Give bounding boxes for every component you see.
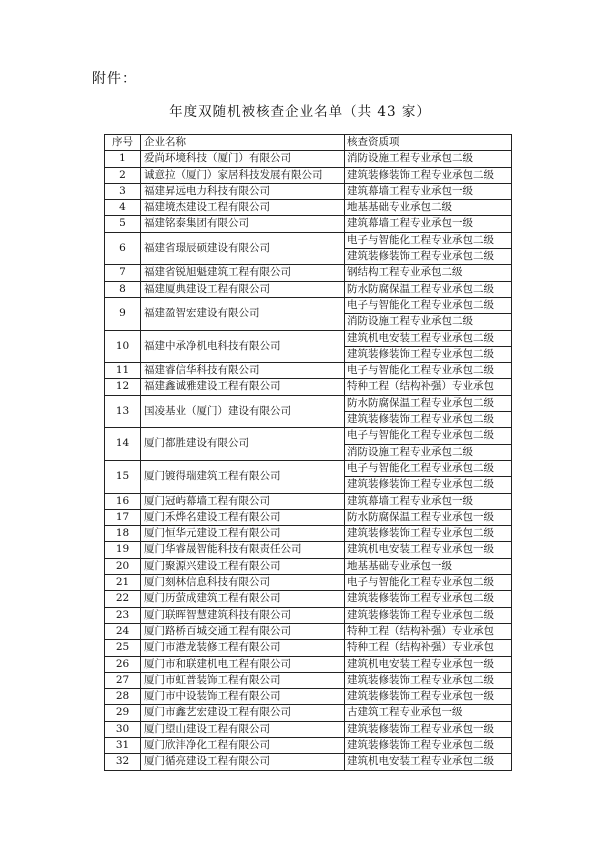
- table-row: [105, 297, 512, 313]
- table-row: [105, 526, 512, 542]
- qualification-item: 古建筑工程专业承包一级: [345, 705, 512, 721]
- enterprise-table: [104, 134, 512, 771]
- row-number: 24: [105, 623, 141, 639]
- qualification-item: 防水防腐保温工程专业承包一级: [345, 509, 512, 525]
- row-number: 14: [105, 428, 141, 461]
- table-header-row: [105, 135, 512, 151]
- table-row: [105, 689, 512, 705]
- header-number: 序号: [105, 135, 141, 151]
- enterprise-name: 福建境杰建设工程有限公司: [141, 200, 345, 216]
- enterprise-name: 厦门恒华元建设工程有限公司: [141, 526, 345, 542]
- enterprise-name: 厦门刻林信息科技有限公司: [141, 575, 345, 591]
- table-row: [105, 363, 512, 379]
- qualification-item: 建筑机电安装工程专业承包二级: [345, 330, 512, 346]
- qualification-item: 建筑装修装饰工程专业承包二级: [345, 249, 512, 265]
- qualification-item: 建筑装修装饰工程专业承包二级: [345, 607, 512, 623]
- qualification-item: 地基基础专业承包一级: [345, 558, 512, 574]
- table-row: [105, 167, 512, 183]
- row-number: 21: [105, 575, 141, 591]
- table-row: [105, 428, 512, 444]
- enterprise-name: 厦门都胜建设有限公司: [141, 428, 345, 461]
- qualification-item: 特种工程（结构补强）专业承包: [345, 640, 512, 656]
- qualification-item: 建筑装修装饰工程专业承包二级: [345, 591, 512, 607]
- attachment-label: 附件：: [92, 71, 137, 87]
- enterprise-name: 厦门聚源兴建设工程有限公司: [141, 558, 345, 574]
- enterprise-name: 厦门市港龙装修工程有限公司: [141, 640, 345, 656]
- enterprise-name: 福建睿信华科技有限公司: [141, 363, 345, 379]
- enterprise-name: 厦门历萤成建筑工程有限公司: [141, 591, 345, 607]
- row-number: 18: [105, 526, 141, 542]
- table-row: [105, 558, 512, 574]
- enterprise-name: 厦门华睿晟智能科技有限责任公司: [141, 542, 345, 558]
- qualification-item: 特种工程（结构补强）专业承包: [345, 623, 512, 639]
- table-row: [105, 330, 512, 346]
- qualification-item: 建筑装修装饰工程专业承包二级: [345, 526, 512, 542]
- qualification-item: 防水防腐保温工程专业承包二级: [345, 281, 512, 297]
- row-number: 22: [105, 591, 141, 607]
- row-number: 2: [105, 167, 141, 183]
- row-number: 7: [105, 265, 141, 281]
- enterprise-name: 福建省锐旭魁建筑工程有限公司: [141, 265, 345, 281]
- qualification-item: 电子与智能化工程专业承包二级: [345, 460, 512, 476]
- row-number: 28: [105, 689, 141, 705]
- enterprise-name: 厦门市和联建机电工程有限公司: [141, 656, 345, 672]
- row-number: 1: [105, 151, 141, 167]
- row-number: 15: [105, 460, 141, 493]
- enterprise-name: 福建盈智宏建设有限公司: [141, 297, 345, 330]
- enterprise-name: 厦门循亮建设工程有限公司: [141, 754, 345, 770]
- table-row: [105, 575, 512, 591]
- row-number: 17: [105, 509, 141, 525]
- row-number: 26: [105, 656, 141, 672]
- table-row: [105, 721, 512, 737]
- qualification-item: 建筑机电安装工程专业承包二级: [345, 754, 512, 770]
- qualification-item: 建筑幕墙工程专业承包一级: [345, 216, 512, 232]
- table-row: [105, 607, 512, 623]
- table-body: [105, 151, 512, 770]
- qualification-item: 防水防腐保温工程专业承包二级: [345, 395, 512, 411]
- enterprise-name: 国凌基业（厦门）建设有限公司: [141, 395, 345, 428]
- enterprise-name: 厦门联晖智慧建筑科技有限公司: [141, 607, 345, 623]
- qualification-item: 电子与智能化工程专业承包二级: [345, 297, 512, 313]
- table-row: [105, 460, 512, 476]
- enterprise-name: 福建中承净机电科技有限公司: [141, 330, 345, 363]
- qualification-item: 建筑机电安装工程专业承包一级: [345, 656, 512, 672]
- enterprise-name: 厦门市中设装饰工程有限公司: [141, 689, 345, 705]
- table-row: [105, 705, 512, 721]
- enterprise-name: 福建铭泰集团有限公司: [141, 216, 345, 232]
- table-row: [105, 640, 512, 656]
- qualification-item: 钢结构工程专业承包二级: [345, 265, 512, 281]
- row-number: 4: [105, 200, 141, 216]
- enterprise-name: 厦门市鑫艺宏建设工程有限公司: [141, 705, 345, 721]
- qualification-item: 消防设施工程专业承包二级: [345, 444, 512, 460]
- enterprise-name: 厦门禾烨名建设工程有限公司: [141, 509, 345, 525]
- qualification-item: 建筑机电安装工程专业承包一级: [345, 542, 512, 558]
- row-number: 9: [105, 297, 141, 330]
- qualification-item: 地基基础专业承包二级: [345, 200, 512, 216]
- table-row: [105, 542, 512, 558]
- qualification-item: 电子与智能化工程专业承包二级: [345, 575, 512, 591]
- row-number: 19: [105, 542, 141, 558]
- row-number: 8: [105, 281, 141, 297]
- table-row: [105, 232, 512, 248]
- qualification-item: 建筑装修装饰工程专业承包二级: [345, 672, 512, 688]
- row-number: 6: [105, 232, 141, 265]
- row-number: 12: [105, 379, 141, 395]
- row-number: 27: [105, 672, 141, 688]
- table-row: [105, 151, 512, 167]
- table-row: [105, 216, 512, 232]
- row-number: 30: [105, 721, 141, 737]
- enterprise-name: 诚意拉（厦门）家居科技发展有限公司: [141, 167, 345, 183]
- table-row: [105, 395, 512, 411]
- qualification-item: 消防设施工程专业承包二级: [345, 314, 512, 330]
- document-title: 年度双随机被核查企业名单（共 43 家）: [169, 104, 431, 120]
- enterprise-name: 厦门路桥百城交通工程有限公司: [141, 623, 345, 639]
- header-enterprise-name: 企业名称: [141, 135, 345, 151]
- row-number: 11: [105, 363, 141, 379]
- table-row: [105, 591, 512, 607]
- qualification-item: 消防设施工程专业承包二级: [345, 151, 512, 167]
- row-number: 16: [105, 493, 141, 509]
- enterprise-name: 福建省璟辰硕建设有限公司: [141, 232, 345, 265]
- table-row: [105, 754, 512, 770]
- row-number: 10: [105, 330, 141, 363]
- qualification-item: 特种工程（结构补强）专业承包: [345, 379, 512, 395]
- table-row: [105, 493, 512, 509]
- row-number: 23: [105, 607, 141, 623]
- qualification-item: 建筑装修装饰工程专业承包二级: [345, 346, 512, 362]
- enterprise-name: 厦门市虹普装饰工程有限公司: [141, 672, 345, 688]
- row-number: 31: [105, 737, 141, 753]
- qualification-item: 电子与智能化工程专业承包二级: [345, 428, 512, 444]
- row-number: 32: [105, 754, 141, 770]
- table-row: [105, 672, 512, 688]
- row-number: 13: [105, 395, 141, 428]
- qualification-item: 建筑幕墙工程专业承包一级: [345, 183, 512, 199]
- qualification-item: 建筑装修装饰工程专业承包二级: [345, 737, 512, 753]
- table-row: [105, 200, 512, 216]
- qualification-item: 电子与智能化工程专业承包二级: [345, 232, 512, 248]
- qualification-item: 电子与智能化工程专业承包二级: [345, 363, 512, 379]
- table-row: [105, 265, 512, 281]
- qualification-item: 建筑装修装饰工程专业承包二级: [345, 477, 512, 493]
- table-row: [105, 509, 512, 525]
- table-row: [105, 737, 512, 753]
- qualification-item: 建筑幕墙工程专业承包一级: [345, 493, 512, 509]
- enterprise-name: 福建厦典建设工程有限公司: [141, 281, 345, 297]
- enterprise-name: 爱尚环境科技（厦门）有限公司: [141, 151, 345, 167]
- row-number: 20: [105, 558, 141, 574]
- table-row: [105, 183, 512, 199]
- row-number: 3: [105, 183, 141, 199]
- table-row: [105, 623, 512, 639]
- row-number: 5: [105, 216, 141, 232]
- enterprise-name: 厦门冠屿幕墙工程有限公司: [141, 493, 345, 509]
- enterprise-name: 厦门欣沣净化工程有限公司: [141, 737, 345, 753]
- qualification-item: 建筑装修装饰工程专业承包一级: [345, 689, 512, 705]
- table-row: [105, 281, 512, 297]
- qualification-item: 建筑装修装饰工程专业承包二级: [345, 167, 512, 183]
- enterprise-name: 厦门望山建设工程有限公司: [141, 721, 345, 737]
- row-number: 25: [105, 640, 141, 656]
- enterprise-name: 厦门镀得瑞建筑工程有限公司: [141, 460, 345, 493]
- row-number: 29: [105, 705, 141, 721]
- header-qualification: 核查资质项: [345, 135, 512, 151]
- qualification-item: 建筑装修装饰工程专业承包二级: [345, 412, 512, 428]
- enterprise-name: 福建鑫诚雅建设工程有限公司: [141, 379, 345, 395]
- enterprise-name: 福建昇远电力科技有限公司: [141, 183, 345, 199]
- table-row: [105, 656, 512, 672]
- table-row: [105, 379, 512, 395]
- qualification-item: 建筑装修装饰工程专业承包一级: [345, 721, 512, 737]
